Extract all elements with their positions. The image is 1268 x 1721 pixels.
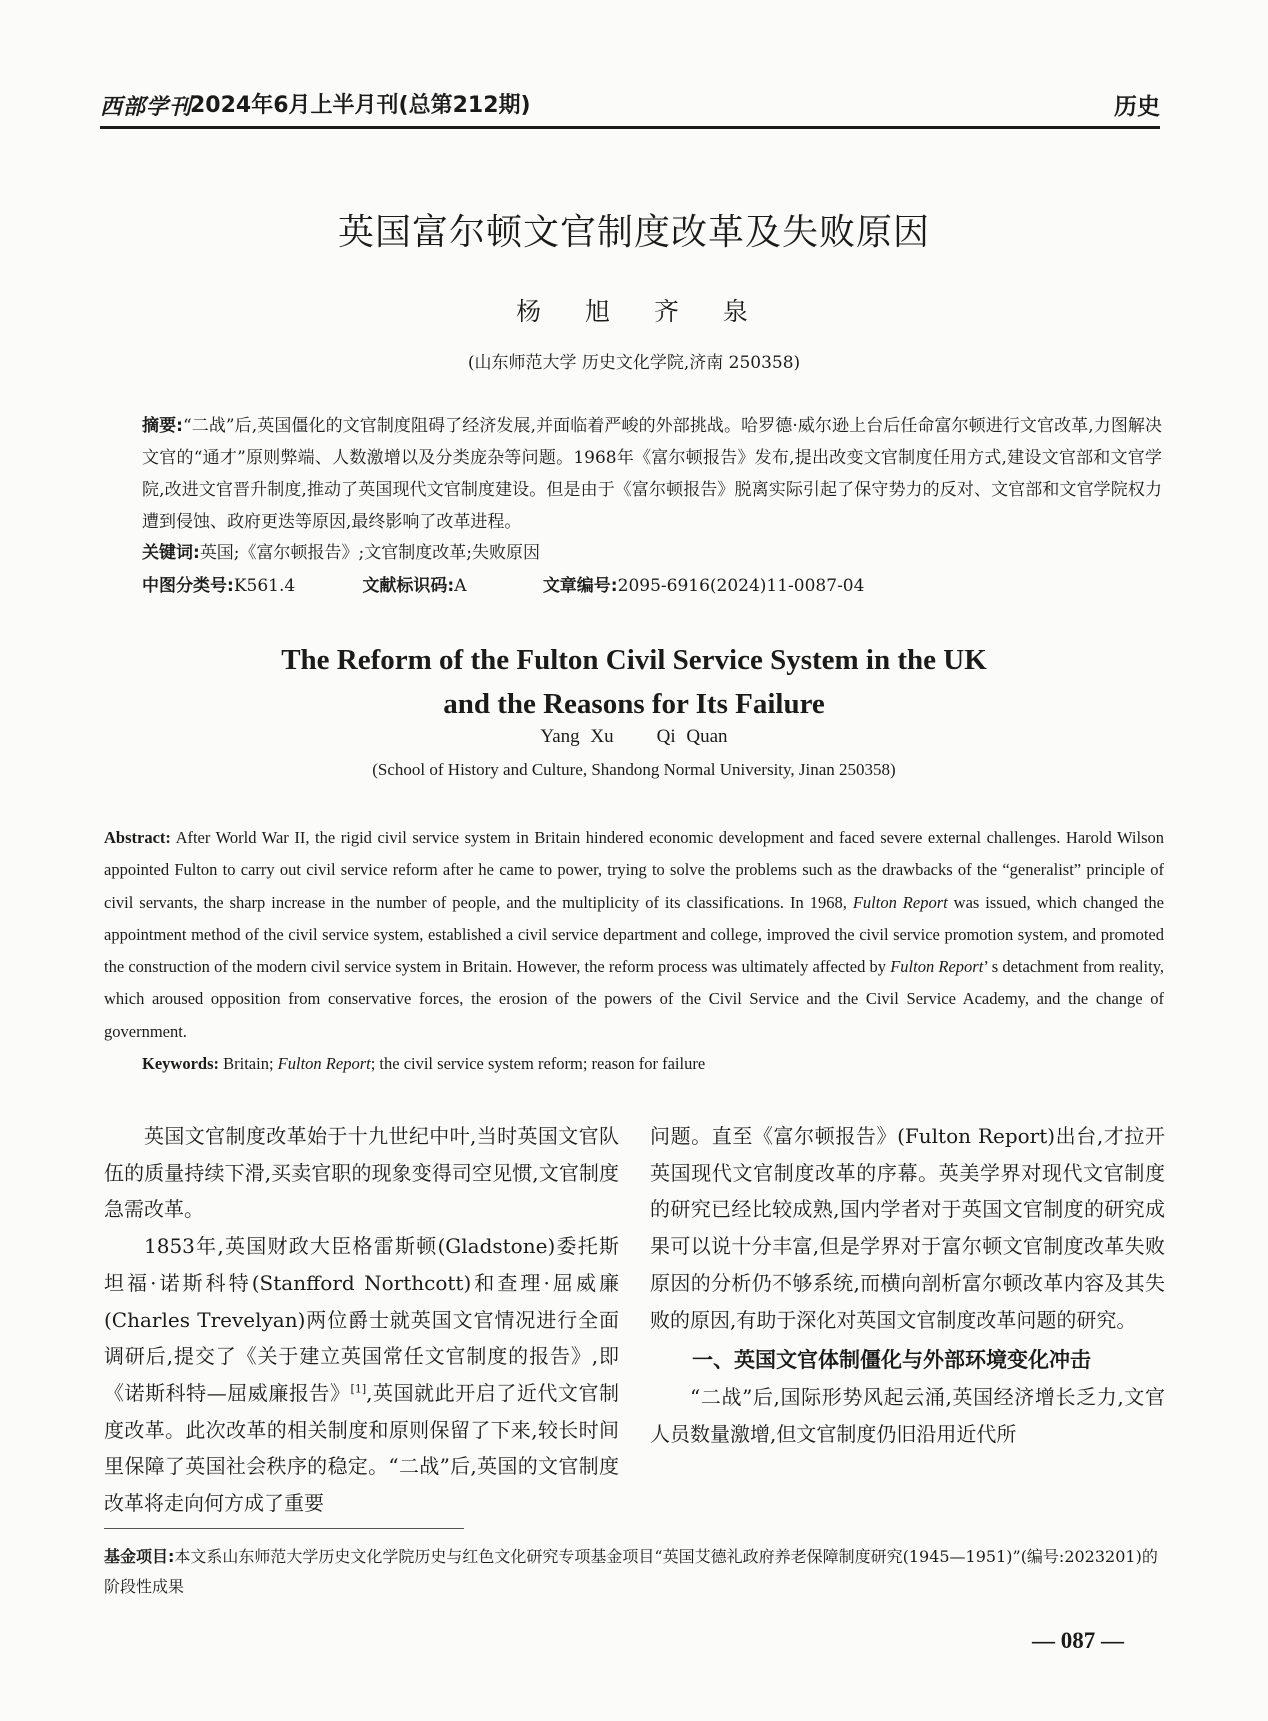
chinese-affiliation: (山东师范大学 历史文化学院,济南 250358) [467,353,801,373]
chinese-authors: 杨 旭 齐 泉 [516,297,752,326]
document-code: 文献标识码:A [362,576,467,596]
english-abstract: Abstract: After World War II, the rigid civil service system in Britain hindered economic development and faced severe external challenges. Harold Wilson appointed Fulton to carry out civil service reform after he came to power, trying to solve the problems such as the drawbacks of the “generalist” principle of civil servants, the sharp increase in the number of people, and the multiplicity of its classifications. In 1968, Fulton Report was issued, which changed the appointment method of the civil service system, established a civil service department and college, improved the civil service promotion system, and promoted the construction of the modern civil service system in Britain. However, the reform process was ultimately affected by Fulton Report’ s detachment from reality, which aroused opposition from conservative forces, the erosion of the powers of the Civil Service and the Civil Service Academy, and the change of government. [104,828,1165,1041]
journal-logo: 西部学刊 [100,94,193,120]
citation-ref[interactable]: [1] [350,1382,367,1396]
english-title [0,638,1268,726]
body-paragraph: 1853年,英国财政大臣格雷斯顿(Gladstone)委托斯坦福·诺斯科特(Stanfford Northcott)和查理·屈威廉(Charles Trevelyan)两位爵士就英国文官情况进行全面调研后,提交了《关于建立英国常任文官制度的报告》,即《诺斯科特—屈威廉报告》[1],英国就此开启了近代文官制度改革。此次改革的相关制度和原则保留了下来,较长时间里保障了英国社会秩序的稳定。“二战”后,英国的文官制度改革将走向何方成了重要 [104,1234,620,1516]
body-paragraph: “二战”后,国际形势风起云涌,英国经济增长乏力,文官人员数量激增,但文官制度仍旧沿用近代所 [650,1384,1165,1446]
chinese-keywords-text: 英国;《富尔顿报告》;文官制度改革;失败原因 [199,543,540,563]
english-title-line-1: The Reform of the Fulton Civil Service System in the UK [281,644,987,676]
body-column-left [104,1118,619,1522]
section-heading: 一、英国文官体制僵化与外部环境变化冲击 [692,1348,1091,1373]
running-head [100,88,1160,124]
clc-number: 中图分类号:K561.4 [142,576,296,596]
funding-footnote: 基金项目:本文系山东师范大学历史文化学院历史与红色文化研究专项基金项目“英国艾德礼政府养老保障制度研究(1945—1951)”(编号:2023201)的阶段性成果 [104,1547,1158,1596]
english-keywords-label: Keywords: [142,1054,219,1073]
chinese-keywords [142,538,1162,563]
chinese-title: 英国富尔顿文官制度改革及失败原因 [337,212,930,253]
chinese-keywords-label: 关键词: [142,543,200,563]
english-affiliation: (School of History and Culture, Shandong Normal University, Jinan 250358) [372,760,896,779]
chinese-abstract [142,410,1162,538]
funding-label: 基金项目: [104,1547,175,1566]
issue-info: 2024年6月上半月刊(总第212期) [190,93,531,118]
english-authors: Yang Xu Qi Quan [540,726,728,747]
english-keywords: Keywords: Britain; Fulton Report; the civil service system reform; reason for failure [142,1054,706,1073]
english-abstract-label: Abstract: [104,828,171,847]
article-number: 文章编号:2095-6916(2024)11-0087-04 [542,576,865,596]
body-paragraph: 英国文官制度改革始于十九世纪中叶,当时英国文官队伍的质量持续下滑,买卖官职的现象变得司空见惯,文官制度急需改革。 [104,1124,619,1222]
chinese-abstract-label: 摘要: [142,416,183,436]
header-rule [100,126,1160,129]
english-title-line-2: and the Reasons for Its Failure [443,688,825,720]
classification-line [142,571,1162,596]
chinese-abstract-text: “二战”后,英国僵化的文官制度阻碍了经济发展,并面临着严峻的外部挑战。哈罗德·威尔逊上台后任命富尔顿进行文官改革,力图解决文官的“通才”原则弊端、人数激增以及分类庞杂等问题。1968年《富尔顿报告》发布,提出改变文官制度任用方式,建设文官部和文官学院,改进文官晋升制度,推动了英国现代文官制度建设。但是由于《富尔顿报告》脱离实际引起了保守势力的反对、文官部和文官学院权力遭到侵蚀、政府更迭等原因,最终影响了改革进程。 [142,416,1162,532]
footnote-rule [104,1528,464,1529]
body-column-right [650,1118,1165,1452]
section-label: 历史 [1114,94,1160,120]
page-number: — 087 — [1032,1628,1124,1653]
body-paragraph: 问题。直至《富尔顿报告》(Fulton Report)出台,才拉开英国现代文官制度改革的序幕。英美学界对现代文官制度的研究已经比较成熟,国内学者对于英国文官制度的研究成果可以说十分丰富,但是学界对于富尔顿文官制度改革失败原因的分析仍不够系统,而横向剖析富尔顿改革内容及其失败的原因,有助于深化对英国文官制度改革问题的研究。 [650,1124,1165,1332]
